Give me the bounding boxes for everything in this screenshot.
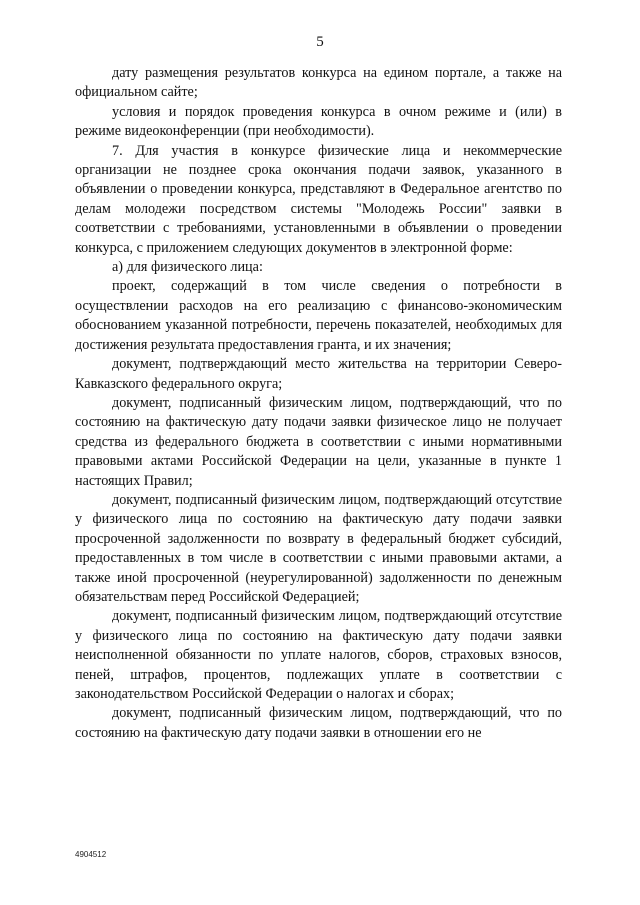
paragraph: документ, подписанный физическим лицом, подтверждающий, что по состоянию на фактическую дату подачи заявки в отношении его не	[75, 705, 562, 741]
document-code: 4904512	[75, 850, 107, 859]
paragraph: документ, подписанный физическим лицом, подтверждающий отсутствие у физического лица по состоянию на фактическую дату подачи заявки просроченной задолженности по возврату в федеральный бюджет субсидий, предоставленных в том числе в соответствии с иными правовыми актами, а также иной просроченной (неурегулированной) задолженности по денежным обязательствам перед Российской Федерацией;	[75, 491, 562, 605]
page-number: 5	[316, 34, 324, 50]
paragraph: проект, содержащий в том числе сведения о потребности в осуществлении расходов на его реализацию с финансово-экономическим обоснованием указанной потребности, перечень показателей, необходимых для достижения результата предоставления гранта, и их значения;	[75, 278, 562, 353]
paragraph: дату размещения результатов конкурса на едином портале, а также на официальном сайте;	[75, 65, 562, 101]
paragraph: документ, подписанный физическим лицом, подтверждающий, что по состоянию на фактическую дату подачи заявки физическое лицо не получает средства из федерального бюджета в соответствии с иными нормативными правовыми актами Российской Федерации на цели, указанные в пункте 1 настоящих Правил;	[75, 394, 562, 489]
paragraph: 7. Для участия в конкурсе физические лица и некоммерческие организации не позднее срока окончания подачи заявок, указанного в объявлении о проведении конкурса, представляют в Федеральное агентство по делам молодежи посредством системы "Молодежь России" заявки в соответствии с требованиями, установленными в объявлении о проведении конкурса, с приложением следующих документов в электронной форме:	[75, 142, 562, 256]
paragraph: документ, подтверждающий место жительства на территории Северо-Кавказского федерального округа;	[75, 356, 562, 392]
paragraph: документ, подписанный физическим лицом, подтверждающий отсутствие у физического лица по состоянию на фактическую дату подачи заявки неисполненной обязанности по уплате налогов, сборов, страховых взносов, пеней, штрафов, процентов, подлежащих уплате в соответствии с законодательством Российской Федерации о налогах и сборах;	[75, 608, 562, 702]
paragraph: а) для физического лица:	[112, 259, 263, 276]
paragraph: условия и порядок проведения конкурса в очном режиме и (или) в режиме видеоконференции (при необходимости).	[75, 103, 562, 140]
document-body	[75, 64, 562, 743]
